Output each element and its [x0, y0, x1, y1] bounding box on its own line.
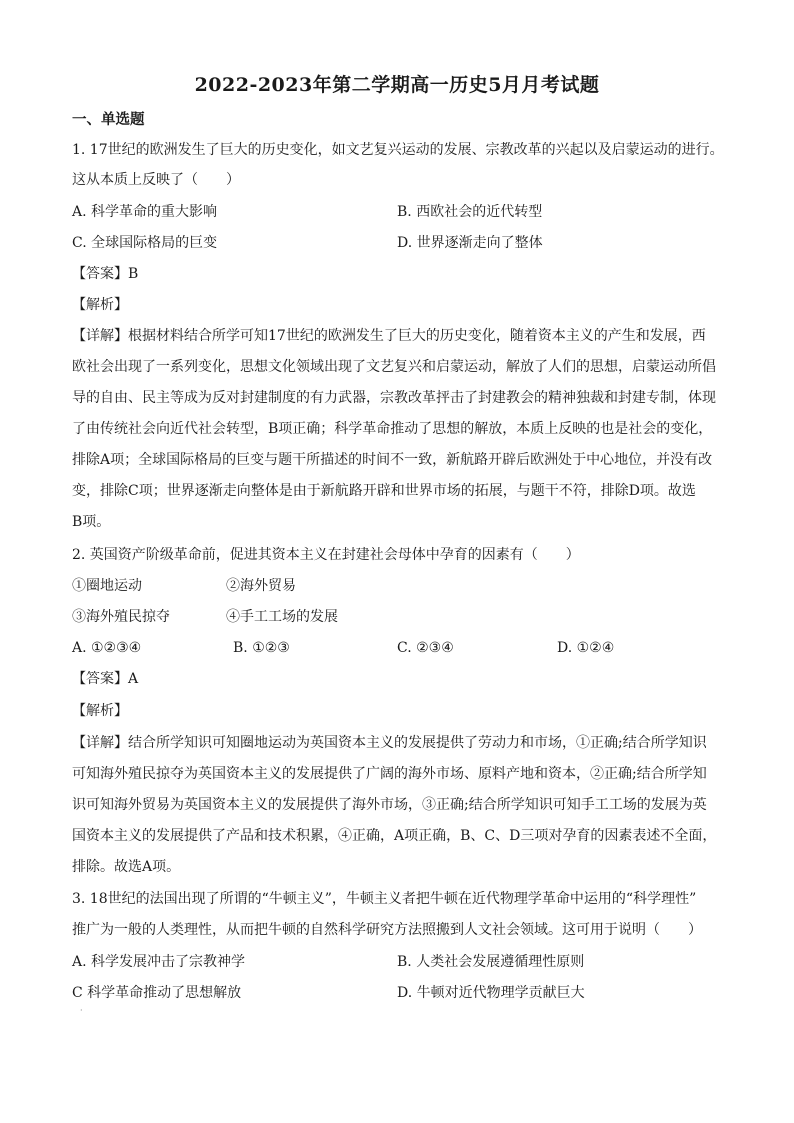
q2-detail-line: 识可知海外贸易为英国资本主义的发展提供了海外市场，③正确;结合所学知识可知手工工场的发展为英 — [72, 797, 707, 813]
q2-detail-line: 可知海外殖民掠夺为英国资本主义的发展提供了广阔的海外市场、原料产地和资本，②正确;结合所学知 — [72, 766, 707, 782]
section-heading: 一、单选题 — [72, 111, 145, 128]
q1-detail-line: 导的自由、民主等成为反对封建制度的有力武器，宗教改革抨击了封建教会的精神独裁和封建专制，体现 — [72, 390, 716, 406]
q2-detail-line: 【详解】结合所学知识可知圈地运动为英国资本主义的发展提供了劳动力和市场，①正确;结合所学知识 — [72, 735, 707, 751]
q2-answer: 【答案】A — [72, 671, 139, 687]
q1-detail-line: 排除A项；全球国际格局的巨变与题干所描述的时间不一致，新航路开辟后欧洲处于中心地位，并没有改 — [72, 452, 713, 468]
q1-detail-line: B项。 — [72, 514, 111, 530]
q1-option-c: C. 全球国际格局的巨变 — [72, 235, 218, 251]
q3-option-a: A. 科学发展冲击了宗教神学 — [72, 954, 246, 970]
q2-analysis-label: 【解析】 — [72, 703, 128, 719]
page-mark: · — [80, 1006, 83, 1015]
q3-option-c: C 科学革命推动了思想解放 — [72, 985, 242, 1001]
page-title: 2022-2023年第二学期高一历史5月月考试题 — [194, 74, 600, 96]
q2-option-c: C. ②③④ — [397, 640, 454, 656]
q2-detail-line: 国资本主义的发展提供了产品和技术积累，④正确，A项正确，B、C、D三项对孕育的因素表述不全面， — [72, 828, 717, 844]
q3-stem-line-1: 3. 18世纪的法国出现了所谓的“牛顿主义”，牛顿主义者把牛顿在近代物理学革命中运用的“科学理性” — [72, 891, 697, 907]
q1-option-b: B. 西欧社会的近代转型 — [397, 204, 543, 220]
q1-detail-line: 变，排除C项；世界逐渐走向整体是由于新航路开辟和世界市场的拓展，与题干不符，排除D项。故选 — [72, 483, 696, 499]
q1-stem-line-2: 这从本质上反映了（ ） — [72, 172, 240, 188]
q1-option-d: D. 世界逐渐走向了整体 — [397, 235, 543, 251]
q1-detail-line: 【详解】根据材料结合所学可知17世纪的欧洲发生了巨大的历史变化，随着资本主义的产生和发展，西 — [72, 328, 706, 344]
q3-option-d: D. 牛顿对近代物理学贡献巨大 — [397, 985, 585, 1001]
q2-item-2: ②海外贸易 — [226, 578, 296, 594]
q2-option-b: B. ①②③ — [233, 640, 290, 656]
q2-option-d: D. ①②④ — [557, 640, 615, 656]
q3-stem-line-2: 推广为一般的人类理性，从而把牛顿的自然科学研究方法照搬到人文社会领域。这可用于说明（ ） — [72, 922, 702, 938]
q1-analysis-label: 【解析】 — [72, 297, 128, 313]
q1-detail-line: 欧社会出现了一系列变化，思想文化领域出现了文艺复兴和启蒙运动，解放了人们的思想，启蒙运动所倡 — [72, 359, 716, 375]
q2-item-3: ③海外殖民掠夺 — [72, 609, 170, 625]
q1-detail-line: 了由传统社会向近代社会转型，B项正确；科学革命推动了思想的解放，本质上反映的也是社会的变化， — [72, 421, 713, 437]
q1-option-a: A. 科学革命的重大影响 — [72, 204, 218, 220]
q1-answer: 【答案】B — [72, 266, 139, 282]
q1-stem-line-1: 1. 17世纪的欧洲发生了巨大的历史变化，如文艺复兴运动的发展、宗教改革的兴起以及启蒙运动的进行。 — [72, 142, 724, 158]
q2-detail-line: 排除。故选A项。 — [72, 859, 181, 875]
q2-option-a: A. ①②③④ — [72, 640, 142, 656]
q2-stem: 2. 英国资产阶级革命前，促进其资本主义在封建社会母体中孕育的因素有（ ） — [72, 547, 580, 563]
q2-item-1: ①圈地运动 — [72, 578, 142, 594]
q2-item-4: ④手工工场的发展 — [226, 609, 338, 625]
q3-option-b: B. 人类社会发展遵循理性原则 — [397, 954, 585, 970]
